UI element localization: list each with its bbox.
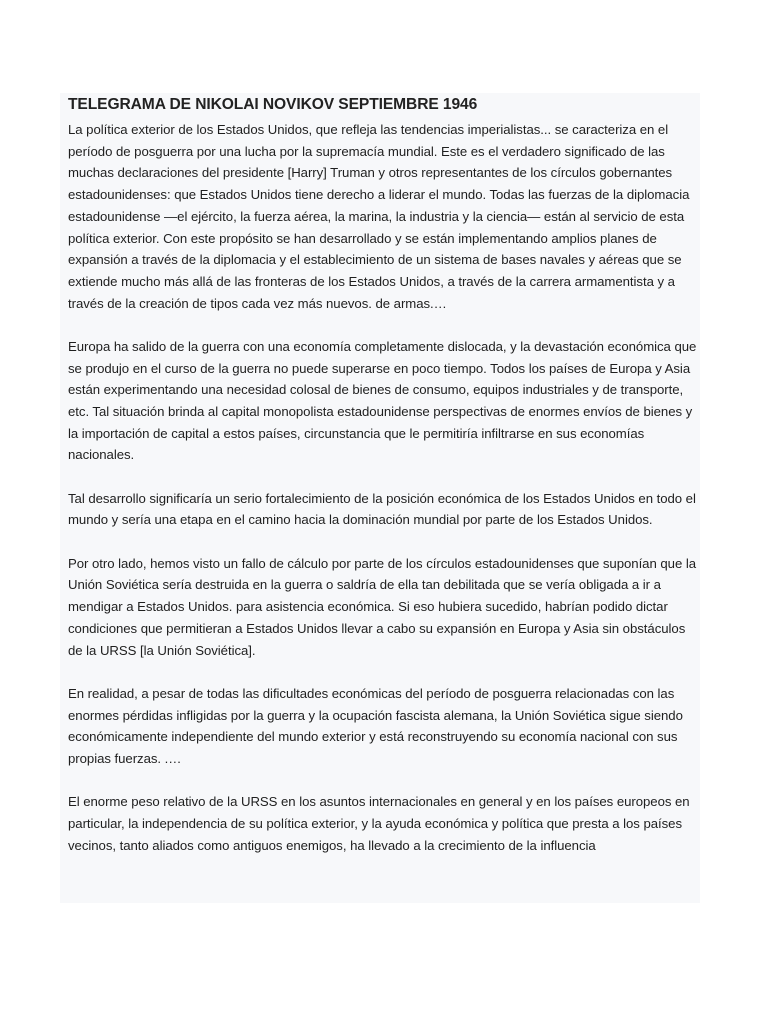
paragraph: Tal desarrollo significaría un serio fortalecimiento de la posición económica de los Estados Unidos en todo el mundo y sería una etapa en el camino hacia la dominación mundial por parte de los Estados Unidos. <box>68 490 696 528</box>
paragraph: Europa ha salido de la guerra con una economía completamente dislocada, y la devastación económica que se produjo en el curso de la guerra no puede superarse en poco tiempo. Todos los países de Europa y Asia están experimentando una necesidad colosal de bienes de consumo, equipos industriales y de transporte, etc. Tal situación brinda al capital monopolista estadounidense perspectivas de enormes envíos de bienes y la importación de capital a estos países, circunstancia que le permitiría infiltrarse en sus economías nacionales. <box>68 338 697 463</box>
document-title: TELEGRAMA DE NIKOLAI NOVIKOV SEPTIEMBRE 1946 <box>68 96 478 113</box>
paragraph: En realidad, a pesar de todas las dificultades económicas del período de posguerra relacionadas con las enormes pérdidas infligidas por la guerra y la ocupación fascista alemana, la Unión Soviética sigue siendo económicamente independiente del mundo exterior y está reconstruyendo su economía nacional con sus propias fuerzas. .… <box>68 685 683 766</box>
document-body <box>68 119 700 856</box>
paragraph: El enorme peso relativo de la URSS en los asuntos internacionales en general y en los países europeos en particular, la independencia de su política exterior, y la ayuda económica y política que presta a los países vecinos, tanto aliados como antiguos enemigos, ha llevado a la crecimiento de la influencia <box>68 794 690 853</box>
paragraph: La política exterior de los Estados Unidos, que refleja las tendencias imperialistas... se caracteriza en el período de posguerra por una lucha por la supremacía mundial. Este es el verdadero significado de las muchas declaraciones del presidente [Harry] Truman y otros representantes de los círculos gobernantes estadounidenses: que Estados Unidos tiene derecho a liderar el mundo. Todas las fuerzas de la diplomacia estadounidense —el ejército, la fuerza aérea, la marina, la industria y la ciencia— están al servicio de esta política exterior. Con este propósito se han desarrollado y se están implementando amplios planes de expansión a través de la diplomacia y el establecimiento de un sistema de bases navales y aéreas que se extiende mucho más allá de las fronteras de los Estados Unidos, a través de la carrera armamentista y a través de la creación de tipos cada vez más nuevos. de armas.… <box>68 122 690 311</box>
document-page <box>60 93 700 903</box>
paragraph: Por otro lado, hemos visto un fallo de cálculo por parte de los círculos estadounidenses que suponían que la Unión Soviética sería destruida en la guerra o saldría de ella tan debilitada que se vería obligada a ir a mendigar a Estados Unidos. para asistencia económica. Si eso hubiera sucedido, habrían podido dictar condiciones que permitieran a Estados Unidos llevar a cabo su expansión en Europa y Asia sin obstáculos de la URSS [la Unión Soviética]. <box>68 555 697 658</box>
